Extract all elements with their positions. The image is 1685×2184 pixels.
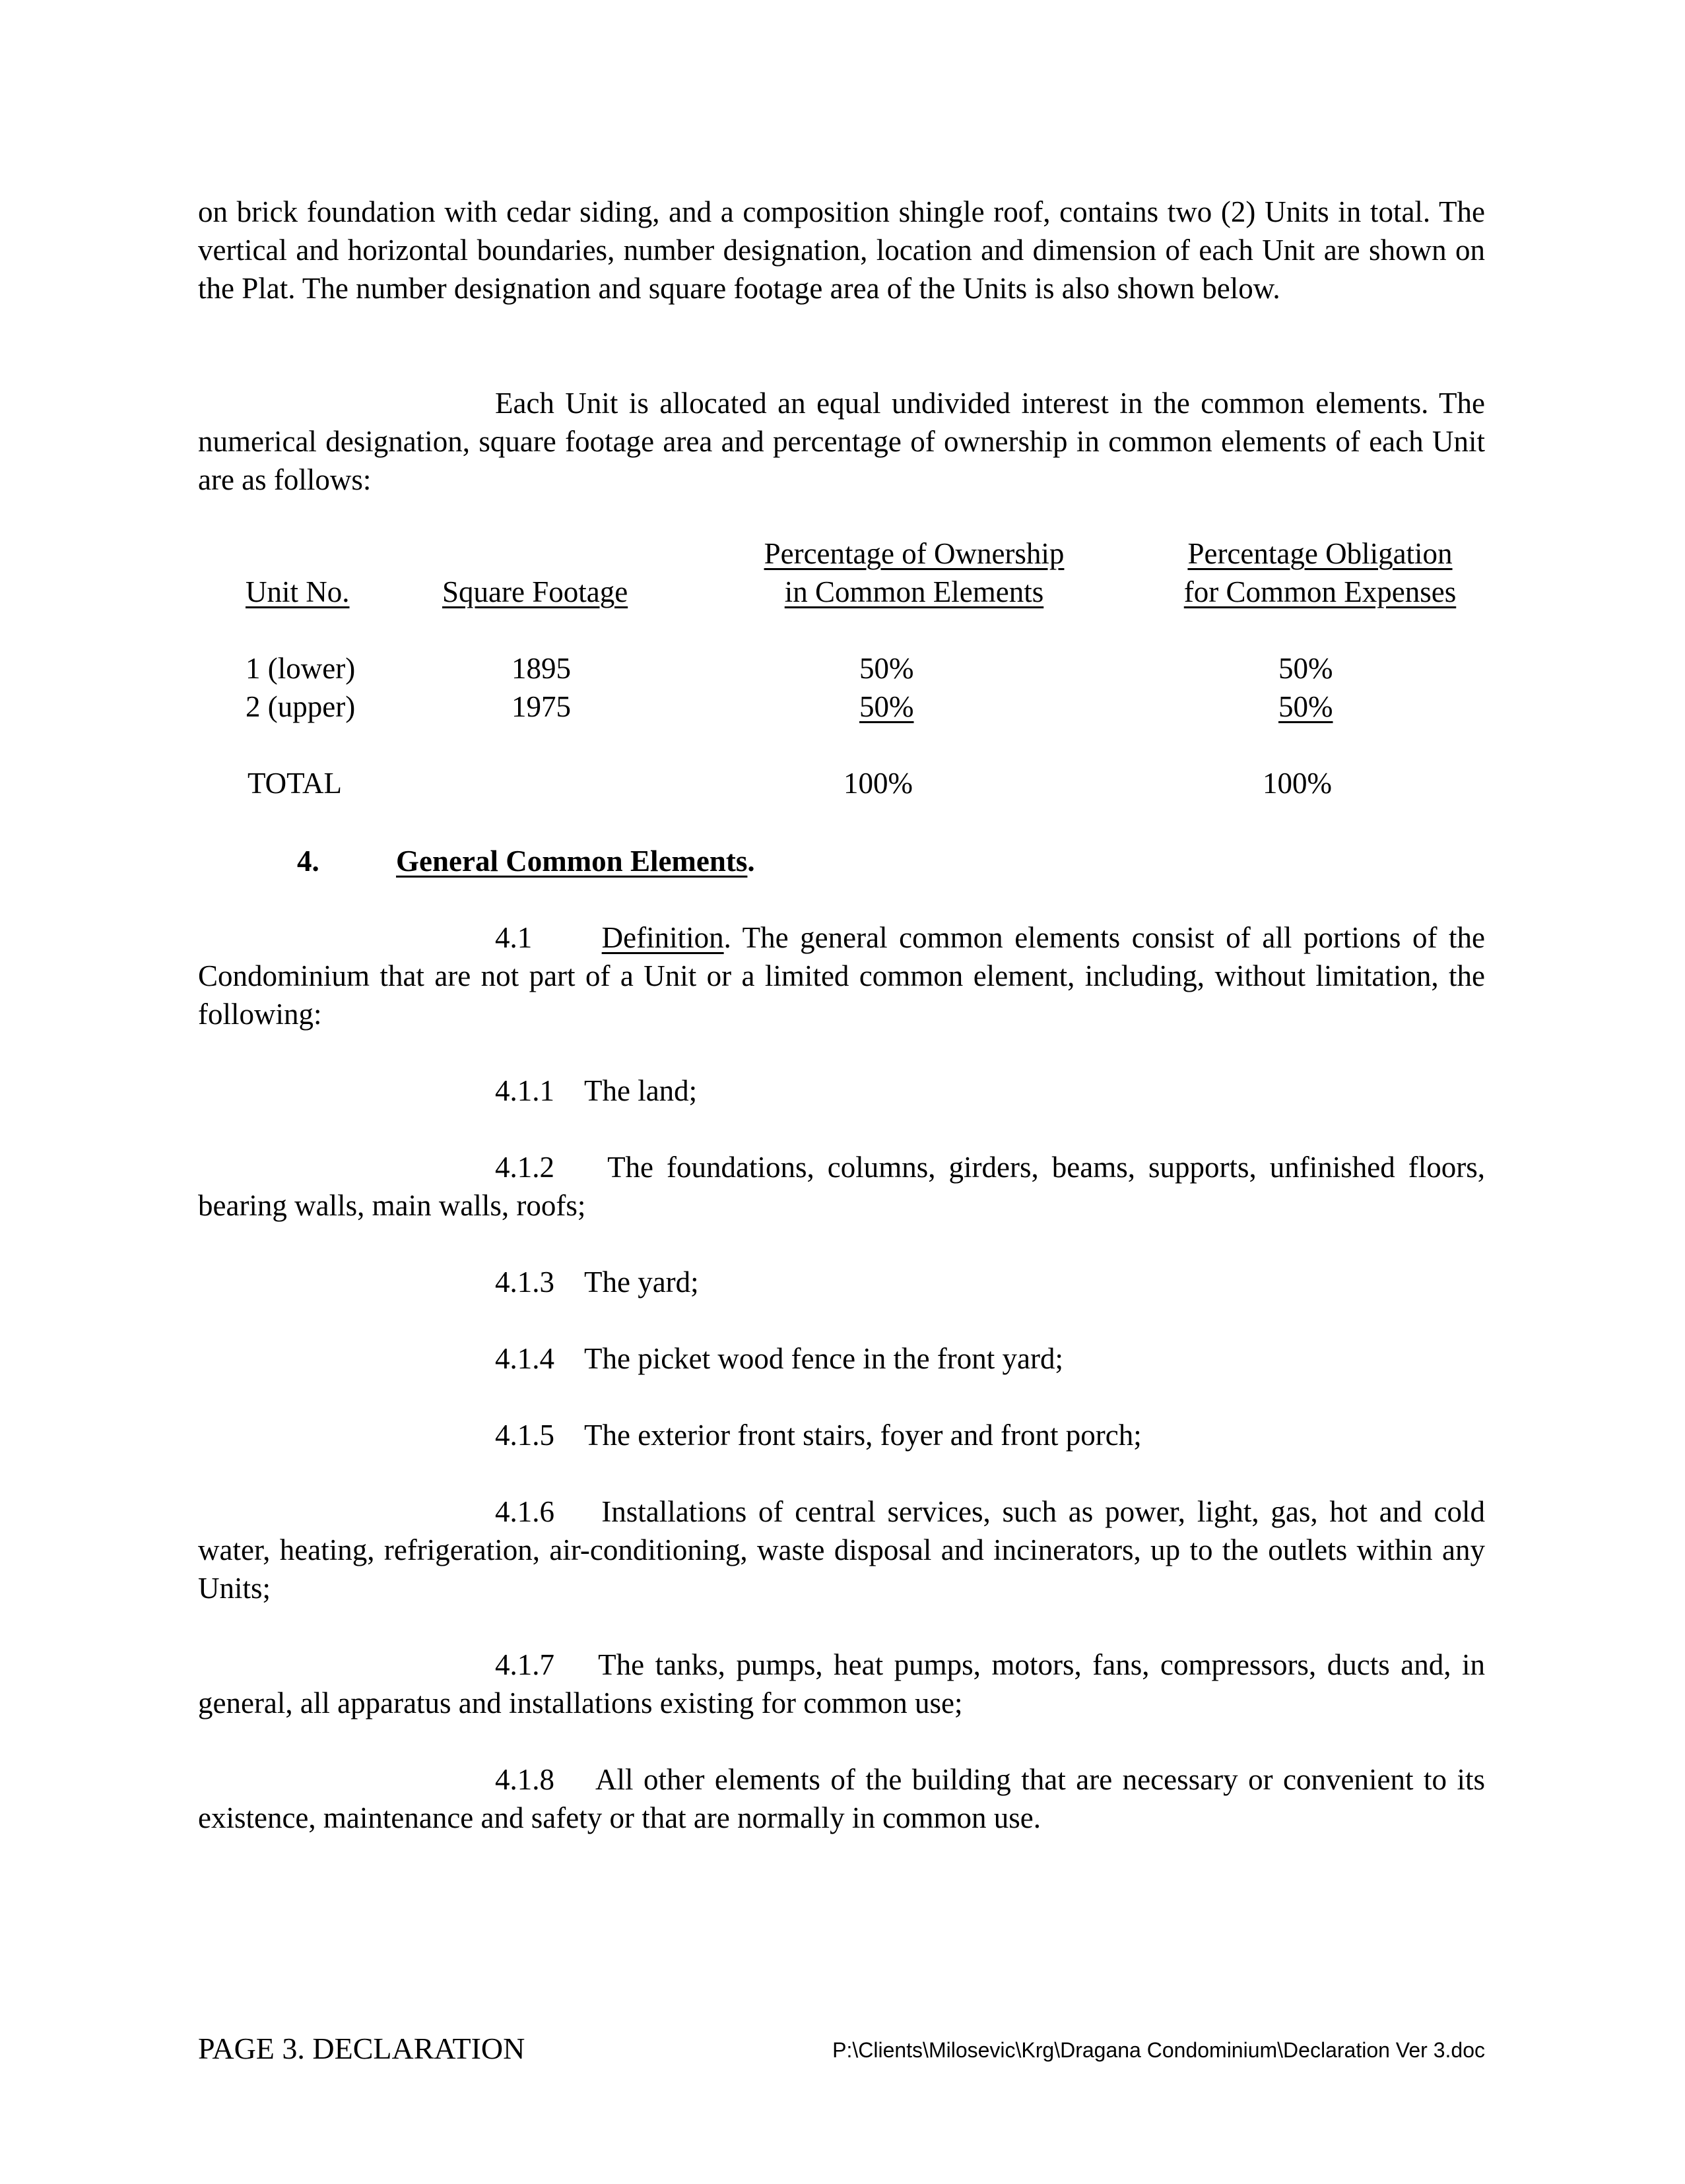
item-4-1-1: 4.1.1 The land; (495, 1074, 698, 1107)
row2-obligation: 50% (1278, 690, 1333, 723)
item-4-1-4: 4.1.4 The picket wood fence in the front yard; (495, 1342, 1063, 1375)
header-ownership-line2: in Common Elements (784, 575, 1044, 608)
intro-paragraph-2: Each Unit is allocated an equal undivided interest in the common elements. The numerical designation, square footage area and percentage of ownership in common elements of each Unit are as follows: (198, 387, 1485, 496)
row1-ownership: 50% (859, 652, 914, 685)
document-page (198, 0, 1485, 2184)
item-4-1-2: 4.1.2 The foundations, columns, girders, beams, supports, unfinished floors, bearing walls, main walls, roofs; (198, 1151, 1485, 1222)
item-4-1-8: 4.1.8 All other elements of the building that are necessary or convenient to its existence, maintenance and safety or that are normally in common use. (198, 1763, 1485, 1834)
item-4-1-7: 4.1.7 The tanks, pumps, heat pumps, motors, fans, compressors, ducts and, in general, all apparatus and installations existing for common use; (198, 1648, 1485, 1719)
header-unit-no: Unit No. (246, 575, 350, 608)
item-4-1-6: 4.1.6 Installations of central services, such as power, light, gas, hot and cold water, heating, refrigeration, air-conditioning, waste disposal and incinerators, up to the outlets within any Units; (198, 1495, 1485, 1605)
section-4-1-definition: 4.1 Definition. The general common elements consist of all portions of the Condominium that are not part of a Unit or a limited common element, including, without limitation, the following: (198, 921, 1485, 1031)
header-obligation-line1: Percentage Obligation (1187, 537, 1453, 570)
row1-unit: 1 (lower) (246, 652, 356, 685)
header-obligation-line2: for Common Expenses (1183, 575, 1457, 608)
row1-sqft: 1895 (512, 652, 571, 685)
section-4-number: 4. (297, 845, 319, 878)
row2-unit: 2 (upper) (246, 690, 356, 723)
item-4-1-5: 4.1.5 The exterior front stairs, foyer and front porch; (495, 1419, 1142, 1452)
ownership-table (198, 533, 1485, 810)
footer-page-label: PAGE 3. DECLARATION (198, 2032, 525, 2065)
total-obligation: 100% (1263, 767, 1332, 800)
intro-paragraph-1: on brick foundation with cedar siding, and a composition shingle roof, contains two (2) Units in total. The vertical and horizontal boundaries, number designation, location and dimension of each Unit are shown on the Plat. The number designation and square footage area of the Units is also shown below. (198, 195, 1485, 305)
item-4-1-3: 4.1.3 The yard; (495, 1266, 699, 1299)
section-4-title: General Common Elements. (396, 845, 755, 878)
row2-sqft: 1975 (512, 690, 571, 723)
row2-ownership: 50% (859, 690, 914, 723)
total-label: TOTAL (248, 767, 343, 800)
row1-obligation: 50% (1278, 652, 1333, 685)
total-ownership: 100% (843, 767, 913, 800)
header-ownership-line1: Percentage of Ownership (764, 537, 1065, 570)
header-square-footage: Square Footage (442, 575, 628, 608)
footer-file-path: P:\Clients\Milosevic\Krg\Dragana Condominium\Declaration Ver 3.doc (832, 2038, 1485, 2062)
